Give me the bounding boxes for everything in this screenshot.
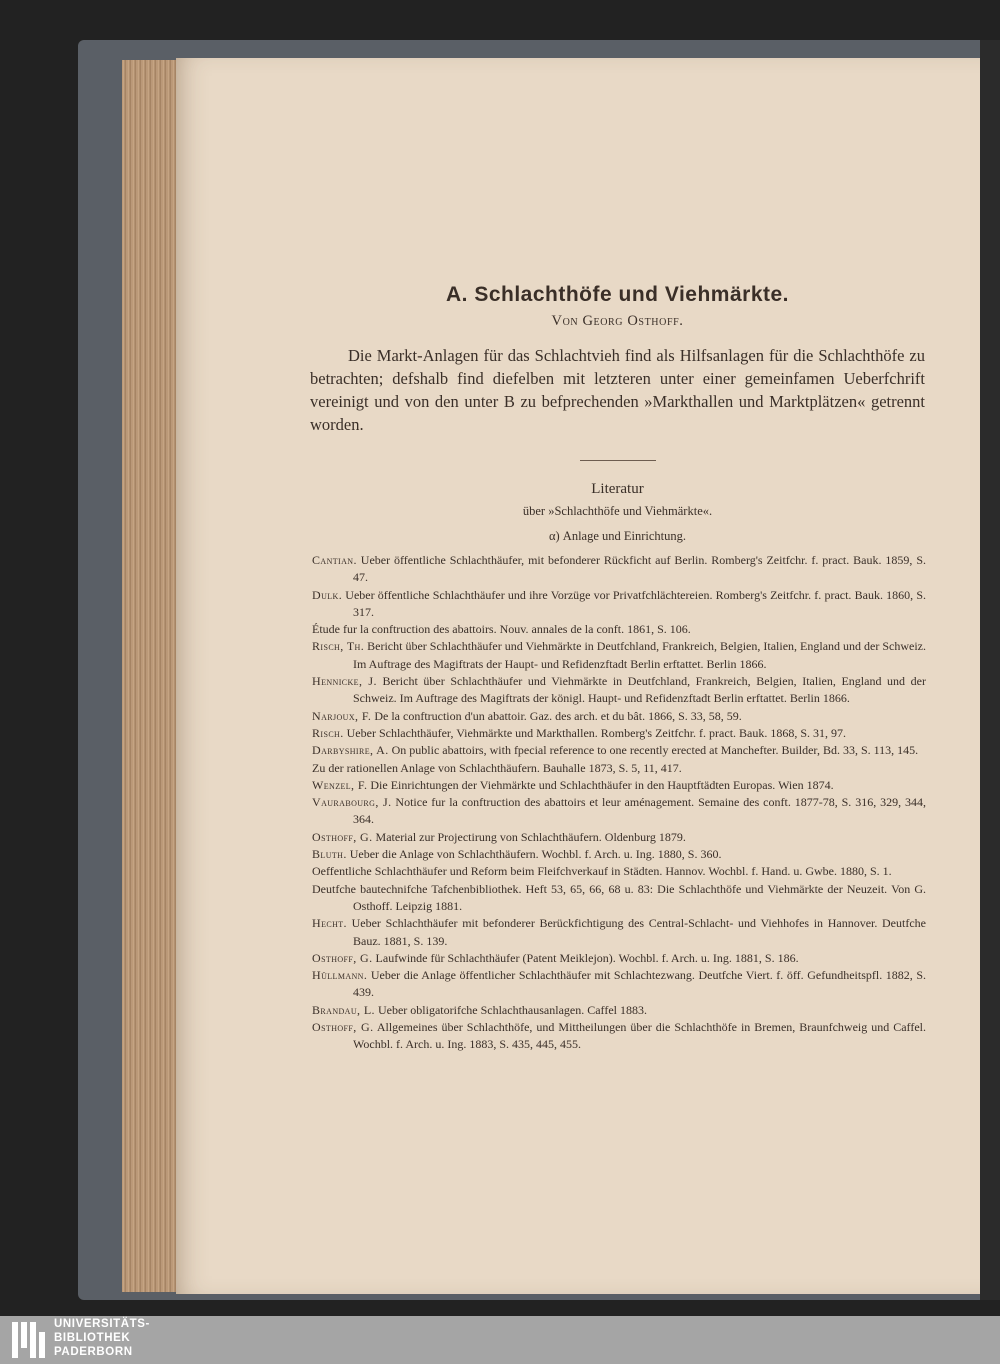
entry-text: Bericht über Schlachthäufer und Viehmärkte in Deutfchland, Frankreich, Belgien, Italien, England und der Schweiz. Im Auftrage des Magiftrats der königl. Haupt- und Refidenzftadt Berlin erftattet. Berlin 1866.	[353, 674, 926, 706]
entry-author: Brandau, L.	[312, 1002, 375, 1017]
library-footer	[0, 1316, 1000, 1364]
chapter-title: A. Schlachthöfe und Viehmärkte.	[445, 283, 790, 306]
entry-text: Ueber Schlachthäufer mit befonderer Berückfichtigung des Central-Schlacht- und Viehhofes in Hannover. Deutfche Bauz. 1881, S. 139.	[351, 916, 926, 948]
bibliography-entry	[312, 915, 926, 950]
bibliography-entry	[312, 725, 926, 742]
entry-text: Bericht über Schlachthäufer und Viehmärkte in Deutfchland, Frankreich, Belgien, Italien, England und der Schweiz. Im Auftrage des Magiftrats der Haupt- und Refidenzftadt Berlin erftattet. Berlin 1866.	[353, 639, 926, 671]
library-logo-text	[54, 1317, 150, 1359]
entry-author: Osthoff, G.	[312, 950, 373, 965]
bibliography-entry	[312, 742, 926, 759]
entry-author: Dulk.	[312, 587, 343, 602]
library-logo-icon	[12, 1320, 46, 1360]
entry-text: Ueber die Anlage öffentlicher Schlachthäufer mit Schlachtezwang. Deutfche Viert. f. öff. Gefundheitspfl. 1882, S. 439.	[353, 968, 926, 1000]
entry-text: Étude fur la conftruction des abattoirs. Nouv. annales de la conft. 1861, S. 106.	[312, 622, 691, 637]
entry-text: Die Einrichtungen der Viehmärkte und Schlachthäufer in den Hauptftädten Europas. Wien 1874.	[370, 777, 834, 792]
entry-text: Ueber Schlachthäufer, Viehmärkte und Markthallen. Romberg's Zeitfchr. f. pract. Bauk. 1868, S. 31, 97.	[346, 725, 847, 740]
bibliography-entry	[312, 673, 926, 708]
entry-text: Zu der rationellen Anlage von Schlachthäufern. Bauhalle 1873, S. 5, 11, 417.	[312, 760, 682, 775]
gutter-right	[980, 40, 1000, 1300]
bibliography-entry	[312, 967, 926, 1002]
entry-author: Narjoux, F.	[312, 708, 372, 723]
entry-text: Allgemeines über Schlachthöfe, und Mittheilungen über die Schlachthöfe in Bremen, Braunfchweig und Caffel. Wochbl. f. Arch. u. Ing. 1883, S. 435, 445, 455.	[353, 1020, 926, 1052]
bibliography-entry	[312, 638, 926, 673]
entry-text: Ueber obligatorifche Schlachthausanlagen. Caffel 1883.	[377, 1002, 647, 1017]
chapter-author: Von Georg Osthoff.	[551, 313, 684, 329]
library-name-line2: BIBLIOTHEK	[54, 1332, 131, 1344]
bibliography-entry	[312, 950, 926, 967]
entry-author: Vaurabourg, J.	[312, 795, 392, 810]
literature-section: α) Anlage und Einrichtung.	[548, 529, 687, 543]
entry-author: Bluth.	[312, 847, 347, 862]
entry-text: Ueber öffentliche Schlachthäufer und ihre Vorzüge vor Privatfchlächtereien. Romberg's Zeitfchr. f. pract. Bauk. 1860, S. 317.	[345, 587, 926, 619]
literature-subheading: über »Schlachthöfe und Viehmärkte«.	[522, 504, 713, 518]
bibliography-entry	[312, 708, 926, 725]
bibliography-entry	[312, 777, 926, 794]
entry-author: Cantian.	[312, 553, 357, 567]
bibliography-entry	[312, 829, 926, 846]
section-divider	[580, 460, 656, 461]
entry-author: Wenzel, F.	[312, 777, 368, 792]
bibliography-entry	[312, 794, 926, 829]
library-name-line1: UNIVERSITÄTS-	[54, 1318, 150, 1330]
bibliography-entry	[312, 1019, 926, 1054]
bibliography-entry	[312, 1002, 926, 1019]
entry-author: Hüllmann.	[312, 968, 368, 983]
library-name-line3: PADERBORN	[54, 1346, 133, 1358]
bibliography-entry	[312, 587, 926, 622]
page-content	[310, 283, 925, 1054]
bibliography-entry	[312, 552, 926, 587]
entry-text: Oeffentliche Schlachthäufer und Reform beim Fleifchverkauf in Städten. Hannov. Wochbl. f. Hand. u. Gwbe. 1880, S. 1.	[312, 864, 892, 879]
bibliography-entry	[312, 863, 926, 880]
entry-author: Hennicke, J.	[312, 674, 377, 689]
bibliography-list	[312, 552, 926, 1054]
entry-text: De la conftruction d'un abattoir. Gaz. des arch. et du bât. 1866, S. 33, 58, 59.	[374, 708, 742, 723]
entry-text: Laufwinde für Schlachthäufer (Patent Meiklejon). Wochbl. f. Arch. u. Ing. 1881, S. 186.	[375, 950, 799, 965]
entry-text: Ueber öffentliche Schlachthäufer, mit befonderer Rückficht auf Berlin. Romberg's Zeitfchr. f. pract. Bauk. 1859, S. 47.	[353, 553, 926, 585]
bibliography-entry	[312, 846, 926, 863]
entry-text: Deutfche bautechnifche Tafchenbibliothek. Heft 53, 65, 66, 68 u. 83: Die Schlachthöfe und Viehmärkte der Neuzeit. Von G. Osthoff. Leipzig 1881.	[312, 881, 926, 913]
entry-text: On public abattoirs, with fpecial reference to one recently erected at Manchefter. Builder, Bd. 33, S. 113, 145.	[391, 743, 919, 758]
entry-author: Darbyshire, A.	[312, 743, 389, 758]
bibliography-entry	[312, 621, 926, 638]
bibliography-entry	[312, 760, 926, 777]
entry-author: Osthoff, G.	[312, 829, 373, 844]
entry-text: Material zur Projectirung von Schlachthäufern. Oldenburg 1879.	[375, 829, 686, 844]
literature-heading: Literatur	[591, 481, 644, 497]
entry-author: Osthoff, G.	[312, 1020, 374, 1035]
entry-author: Risch, Th.	[312, 639, 365, 654]
entry-text: Ueber die Anlage von Schlachthäufern. Wochbl. f. Arch. u. Ing. 1880, S. 360.	[349, 847, 722, 862]
intro-paragraph: Die Markt-Anlagen für das Schlachtvieh find als Hilfsanlagen für die Schlachthöfe zu betrachten; defshalb find diefelben mit letzteren unter einer gemeinfamen Ueberfchrift vereinigt und von den unter B zu befprechenden »Markthallen und Marktplätzen« getrennt worden.	[310, 346, 925, 434]
entry-author: Hecht.	[312, 916, 347, 931]
bibliography-entry	[312, 881, 926, 916]
entry-author: Risch.	[312, 725, 344, 740]
entry-text: Notice fur la conftruction des abattoirs et leur aménagement. Semaine des conft. 1877-78, S. 316, 329, 344, 364.	[353, 795, 927, 827]
